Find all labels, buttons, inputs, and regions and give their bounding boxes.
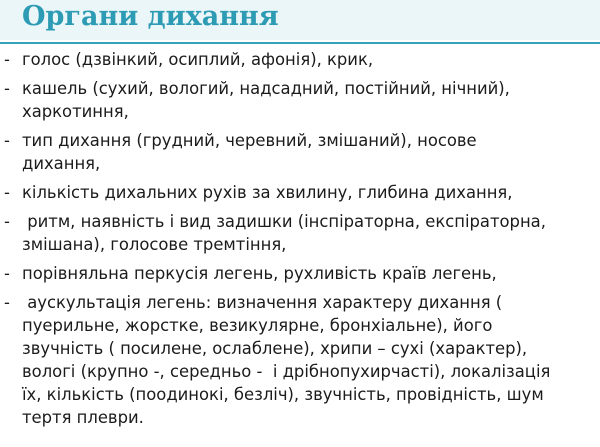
- text-line: звучність ( посилене, ослаблене), хрипи – сухі (характер),: [22, 339, 528, 358]
- text-line: харкотиння,: [22, 102, 129, 121]
- list-item: [0, 291, 600, 429]
- dash-bullet: -: [4, 50, 10, 69]
- list-item: [0, 77, 600, 123]
- bullet-list: [0, 48, 600, 435]
- list-item: [0, 210, 600, 256]
- list-item-text: [22, 291, 600, 429]
- list-item-text: [22, 129, 600, 175]
- slide-title: Органи дихання: [22, 1, 279, 32]
- text-line: аускультація легень: визначення характеру дихання (: [22, 293, 503, 312]
- text-line: змішана), голосове тремтіння,: [22, 235, 287, 254]
- dash-bullet: -: [4, 293, 10, 312]
- text-line: тертя плеври.: [22, 408, 144, 427]
- list-item: [0, 48, 600, 71]
- list-item: [0, 262, 600, 285]
- dash-bullet: -: [4, 131, 10, 150]
- list-item: [0, 129, 600, 175]
- list-item-text: [22, 181, 600, 204]
- text-line: тип дихання (грудний, черевний, змішаний), носове: [22, 131, 477, 150]
- text-line: кількість дихальних рухів за хвилину, глибина дихання,: [22, 183, 513, 202]
- list-item-text: [22, 210, 600, 256]
- text-line: дихання,: [22, 154, 101, 173]
- text-line: кашель (сухий, вологий, надсадний, постійний, нічний),: [22, 79, 510, 98]
- text-line: ритм, наявність і вид задишки (інспіраторна, експіраторна,: [22, 212, 546, 231]
- list-item: [0, 181, 600, 204]
- text-line: голос (дзвінкий, осиплий, афонія), крик,: [22, 50, 374, 69]
- list-item-text: [22, 77, 600, 123]
- list-item-text: [22, 262, 600, 285]
- dash-bullet: -: [4, 212, 10, 231]
- list-item-text: [22, 48, 600, 71]
- dash-bullet: -: [4, 264, 10, 283]
- text-line: вологі (крупно -, середньо - і дрібнопухирчасті), локалізація: [22, 362, 551, 381]
- text-line: порівняльна перкусія легень, рухливість країв легень,: [22, 264, 497, 283]
- title-divider: [0, 42, 600, 44]
- text-line: їх, кількість (поодинокі, безліч), звучність, провідність, шум: [22, 385, 544, 404]
- dash-bullet: -: [4, 183, 10, 202]
- dash-bullet: -: [4, 79, 10, 98]
- text-line: пуерильне, жорстке, везикулярне, бронхіальне), його: [22, 316, 493, 335]
